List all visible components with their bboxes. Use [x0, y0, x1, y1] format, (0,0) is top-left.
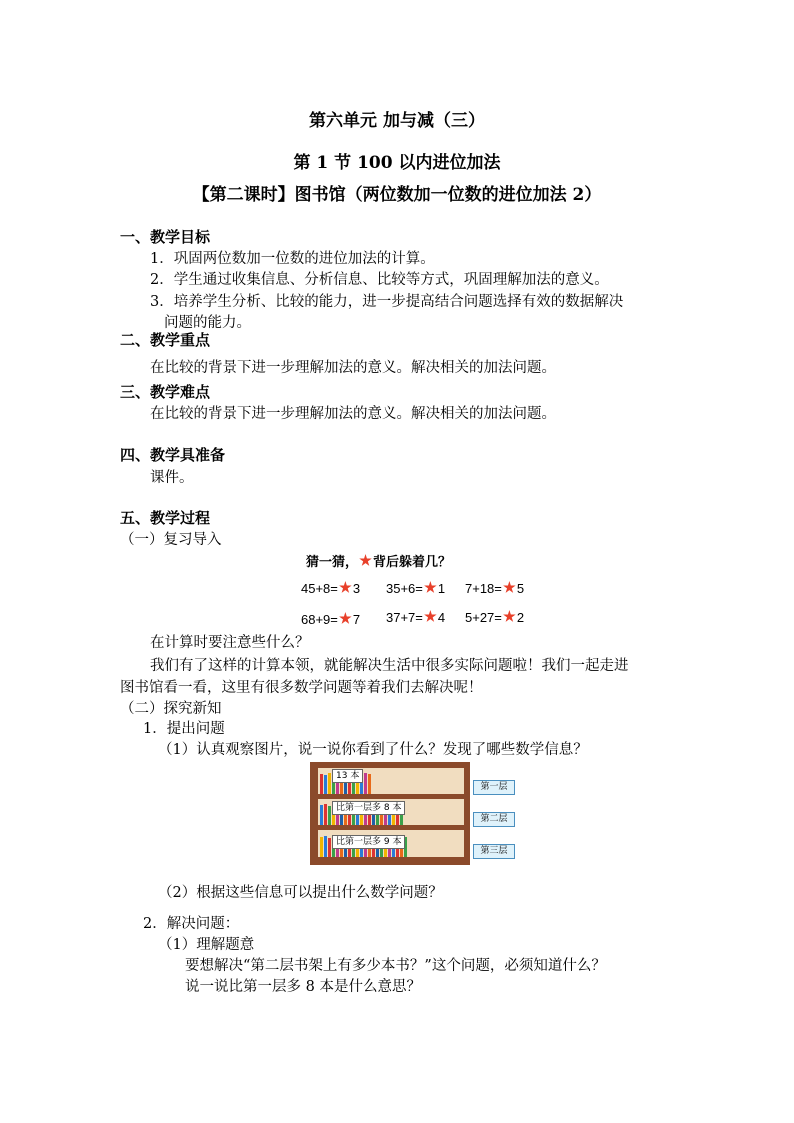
equation: 35+6= 1	[386, 581, 446, 596]
step-question: 要想解决“第二层书架上有多少本书？”这个问题，必须知道什么？	[185, 958, 606, 974]
shelf-tag-3: 第三层	[473, 844, 515, 859]
star-icon	[424, 610, 437, 623]
step-heading: 2．解决问题：	[143, 916, 240, 932]
goal-item: 2．学生通过收集信息、分析信息、比较等方式，巩固理解加法的意义。	[150, 272, 609, 288]
goals-heading: 一、教学目标	[120, 228, 211, 246]
step-question: （2）根据这些信息可以提出什么数学问题？	[158, 885, 443, 901]
equation: 7+18= 5	[465, 581, 525, 596]
equation: 45+8= 3	[301, 581, 361, 596]
equation: 68+9= 7	[301, 612, 361, 627]
shelf-tag-1: 第一层	[473, 780, 515, 795]
key-points-heading: 二、教学重点	[120, 331, 211, 349]
puzzle-title	[306, 551, 451, 570]
star-icon	[359, 554, 372, 567]
section-title: 第 1 节 100 以内进位加法	[293, 153, 501, 173]
bookshelf-illustration	[310, 762, 470, 865]
difficulties-heading: 三、教学难点	[120, 383, 211, 401]
equation: 37+7= 4	[386, 610, 446, 625]
shelf-tag-2: 第二层	[473, 812, 515, 827]
shelf3-label: 比第一层多 9 本	[332, 835, 405, 849]
goal-item: 3．培养学生分析、比较的能力，进一步提高结合问题选择有效的数据解决	[150, 294, 624, 310]
goal-item: 问题的能力。	[164, 315, 251, 331]
step-subheading: （1）理解题意	[158, 937, 255, 953]
star-icon	[339, 581, 352, 594]
step-question: 说一说比第一层多 8 本是什么意思？	[185, 979, 421, 995]
key-points-text: 在比较的背景下进一步理解加法的意义。解决相关的加法问题。	[150, 360, 556, 376]
preparation-text: 课件。	[150, 470, 194, 486]
paragraph-line: 我们有了这样的计算本领，就能解决生活中很多实际问题啦！我们一起走进	[150, 658, 629, 674]
difficulties-text: 在比较的背景下进一步理解加法的意义。解决相关的加法问题。	[150, 406, 556, 422]
puzzle-title-b: 背后躲着几？	[373, 555, 452, 570]
process-part2: （二）探究新知	[120, 701, 222, 717]
shelf2-label: 比第一层多 8 本	[332, 801, 405, 815]
step-heading: 1．提出问题	[143, 721, 225, 737]
lesson-title: 【第二课时】图书馆（两位数加一位数的进位加法 2）	[192, 185, 602, 205]
star-icon	[424, 581, 437, 594]
star-icon	[503, 610, 516, 623]
paragraph-line: 图书馆看一看，这里有很多数学问题等着我们去解决呢！	[120, 680, 483, 696]
goal-item: 1．巩固两位数加一位数的进位加法的计算。	[150, 251, 435, 267]
process-part1: （一）复习导入	[120, 532, 222, 548]
process-heading: 五、教学过程	[120, 509, 211, 527]
star-icon	[503, 581, 516, 594]
preparation-heading: 四、教学具准备	[120, 446, 226, 464]
star-icon	[339, 612, 352, 625]
question-text: 在计算时要注意些什么？	[150, 635, 310, 651]
puzzle-title-a: 猜一猜，	[306, 555, 359, 570]
equation: 5+27= 2	[465, 610, 525, 625]
step-question: （1）认真观察图片，说一说你看到了什么？发现了哪些数学信息？	[158, 742, 588, 758]
shelf1-label: 13 本	[332, 769, 363, 783]
unit-title: 第六单元 加与减（三）	[309, 111, 485, 131]
